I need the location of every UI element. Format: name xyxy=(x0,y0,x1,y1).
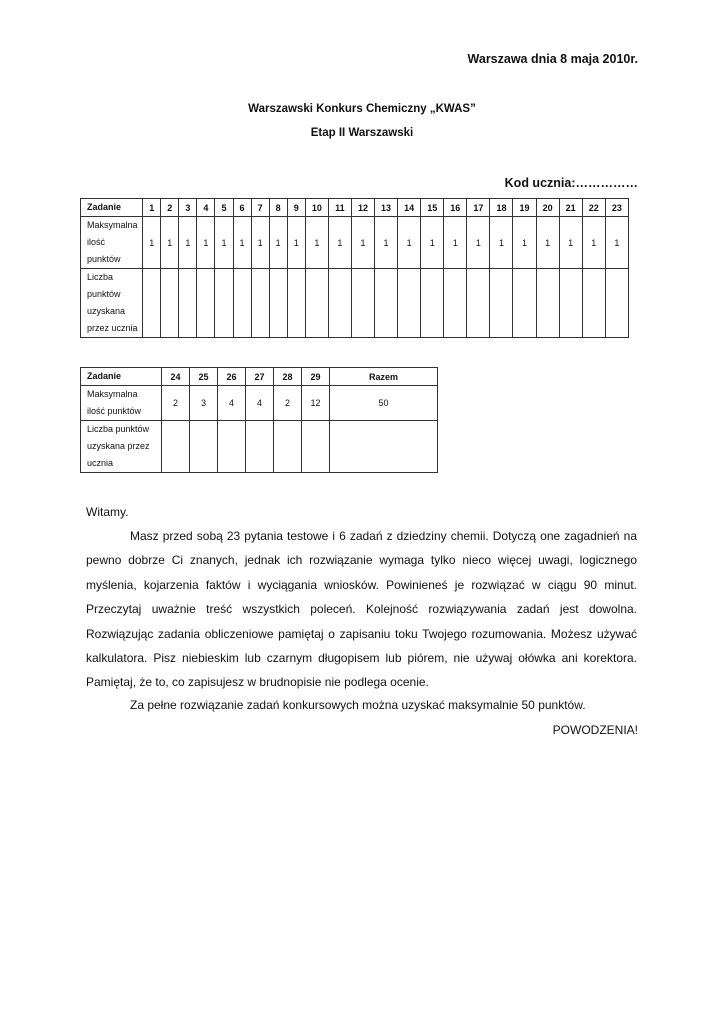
task-number-cell: 29 xyxy=(302,368,330,386)
max-points-cell: 1 xyxy=(559,217,582,269)
task-number-cell: 10 xyxy=(305,199,328,217)
max-points-cell: 1 xyxy=(605,217,628,269)
obtained-total-cell xyxy=(330,421,438,473)
max-points-cell: 1 xyxy=(398,217,421,269)
max-points-cell: 1 xyxy=(215,217,233,269)
task-number-cell: 18 xyxy=(490,199,513,217)
max-total-cell: 50 xyxy=(330,386,438,421)
obtained-points-cell xyxy=(162,421,190,473)
obtained-points-cell xyxy=(559,269,582,338)
task-number-cell: 4 xyxy=(197,199,215,217)
task-number-cell: 11 xyxy=(328,199,351,217)
closing-wish: POWODZENIA! xyxy=(552,723,638,737)
task-number-cell: 24 xyxy=(162,368,190,386)
obtained-points-cell xyxy=(421,269,444,338)
obtained-points-label: Liczba punktów uzyskana przez ucznia xyxy=(81,421,162,473)
task-number-cell: 22 xyxy=(582,199,605,217)
max-points-cell: 12 xyxy=(302,386,330,421)
table-header-row xyxy=(81,199,629,217)
obtained-points-cell xyxy=(179,269,197,338)
obtained-points-cell xyxy=(215,269,233,338)
obtained-points-cell xyxy=(269,269,287,338)
max-points-cell: 1 xyxy=(582,217,605,269)
obtained-points-cell xyxy=(143,269,161,338)
task-number-cell: 27 xyxy=(246,368,274,386)
obtained-points-cell xyxy=(490,269,513,338)
max-points-cell: 1 xyxy=(287,217,305,269)
max-points-cell: 1 xyxy=(513,217,536,269)
max-points-cell: 1 xyxy=(351,217,374,269)
max-points-label: Maksymalna ilość punktów xyxy=(81,217,143,269)
max-points-cell: 1 xyxy=(179,217,197,269)
max-points-note: Za pełne rozwiązanie zadań konkursowych można uzyskać maksymalnie 50 punktów. xyxy=(130,698,586,712)
obtained-points-cell xyxy=(536,269,559,338)
obtained-points-cell xyxy=(444,269,467,338)
task-number-cell: 2 xyxy=(161,199,179,217)
max-points-cell: 1 xyxy=(197,217,215,269)
max-points-cell: 1 xyxy=(421,217,444,269)
max-points-cell: 1 xyxy=(143,217,161,269)
obtained-points-cell xyxy=(328,269,351,338)
obtained-points-cell xyxy=(398,269,421,338)
task-column-header: Zadanie xyxy=(81,199,143,217)
obtained-points-cell xyxy=(190,421,218,473)
max-points-cell: 1 xyxy=(467,217,490,269)
max-points-cell: 4 xyxy=(218,386,246,421)
task-number-cell: 1 xyxy=(143,199,161,217)
score-table-tasks-24-29 xyxy=(80,367,438,473)
task-number-cell: 17 xyxy=(467,199,490,217)
max-points-cell: 4 xyxy=(246,386,274,421)
obtained-points-cell xyxy=(351,269,374,338)
task-number-cell: 28 xyxy=(274,368,302,386)
obtained-points-cell xyxy=(218,421,246,473)
task-number-cell: 5 xyxy=(215,199,233,217)
max-points-cell: 3 xyxy=(190,386,218,421)
task-column-header: Zadanie xyxy=(81,368,162,386)
task-number-cell: 8 xyxy=(269,199,287,217)
obtained-points-row xyxy=(81,269,629,338)
task-number-cell: 13 xyxy=(375,199,398,217)
obtained-points-row xyxy=(81,421,438,473)
obtained-points-cell xyxy=(467,269,490,338)
obtained-points-cell xyxy=(287,269,305,338)
max-points-cell: 1 xyxy=(490,217,513,269)
max-points-cell: 1 xyxy=(328,217,351,269)
task-number-cell: 14 xyxy=(398,199,421,217)
obtained-points-label: Liczba punktów uzyskana przez ucznia xyxy=(81,269,143,338)
task-number-cell: 9 xyxy=(287,199,305,217)
max-points-cell: 2 xyxy=(274,386,302,421)
contest-stage: Etap II Warszawski xyxy=(310,127,414,139)
obtained-points-cell xyxy=(605,269,628,338)
max-points-cell: 1 xyxy=(536,217,559,269)
max-points-cell: 1 xyxy=(305,217,328,269)
obtained-points-cell xyxy=(197,269,215,338)
obtained-points-cell xyxy=(246,421,274,473)
max-points-row xyxy=(81,217,629,269)
obtained-points-cell xyxy=(161,269,179,338)
task-number-cell: 7 xyxy=(251,199,269,217)
task-number-cell: 25 xyxy=(190,368,218,386)
task-number-cell: 20 xyxy=(536,199,559,217)
obtained-points-cell xyxy=(251,269,269,338)
task-number-cell: 12 xyxy=(351,199,374,217)
max-points-cell: 1 xyxy=(233,217,251,269)
task-number-cell: 6 xyxy=(233,199,251,217)
task-number-cell: 23 xyxy=(605,199,628,217)
obtained-points-cell xyxy=(305,269,328,338)
student-code-field: Kod ucznia:…………… xyxy=(504,176,638,190)
task-number-cell: 3 xyxy=(179,199,197,217)
max-points-cell: 2 xyxy=(162,386,190,421)
score-table-tasks-1-23 xyxy=(80,198,629,338)
task-number-cell: 21 xyxy=(559,199,582,217)
max-points-label: Maksymalna ilość punktów xyxy=(81,386,162,421)
task-number-cell: 16 xyxy=(444,199,467,217)
max-points-cell: 1 xyxy=(161,217,179,269)
max-points-cell: 1 xyxy=(444,217,467,269)
instructions-paragraph: Masz przed sobą 23 pytania testowe i 6 zadań z dziedziny chemii. Dotyczą one zagadnień na pewno dobrze Ci znanych, jednak ich rozwiązanie wymaga tylko nieco więcej uwagi, logicznego myślenia, kojarzenia faktów i wyciągania wniosków. Powinieneś je rozwiązać w ciągu 90 minut. Przeczytaj uważnie treść wszystkich poleceń. Kolejność rozwiązywania zadań jest dowolna. Rozwiązując zadania obliczeniowe pamiętaj o zapisaniu toku Twojego rozumowania. Możesz używać kalkulatora. Pisz niebieskim lub czarnym długopisem lub piórem, nie używaj ołówka ani korektora. Pamiętaj, że to, co zapisujesz w brudnopisie nie podlega ocenie. xyxy=(86,529,637,690)
max-points-cell: 1 xyxy=(269,217,287,269)
max-points-row xyxy=(81,386,438,421)
task-number-cell: 19 xyxy=(513,199,536,217)
max-points-cell: 1 xyxy=(375,217,398,269)
obtained-points-cell xyxy=(582,269,605,338)
obtained-points-cell xyxy=(513,269,536,338)
task-number-cell: 26 xyxy=(218,368,246,386)
obtained-points-cell xyxy=(375,269,398,338)
contest-title: Warszawski Konkurs Chemiczny „KWAS” xyxy=(248,103,476,115)
document-date: Warszawa dnia 8 maja 2010r. xyxy=(467,52,638,66)
total-header-cell: Razem xyxy=(330,368,438,386)
task-number-cell: 15 xyxy=(421,199,444,217)
obtained-points-cell xyxy=(274,421,302,473)
obtained-points-cell xyxy=(302,421,330,473)
max-points-cell: 1 xyxy=(251,217,269,269)
greeting: Witamy. xyxy=(86,505,129,519)
obtained-points-cell xyxy=(233,269,251,338)
table-header-row xyxy=(81,368,438,386)
